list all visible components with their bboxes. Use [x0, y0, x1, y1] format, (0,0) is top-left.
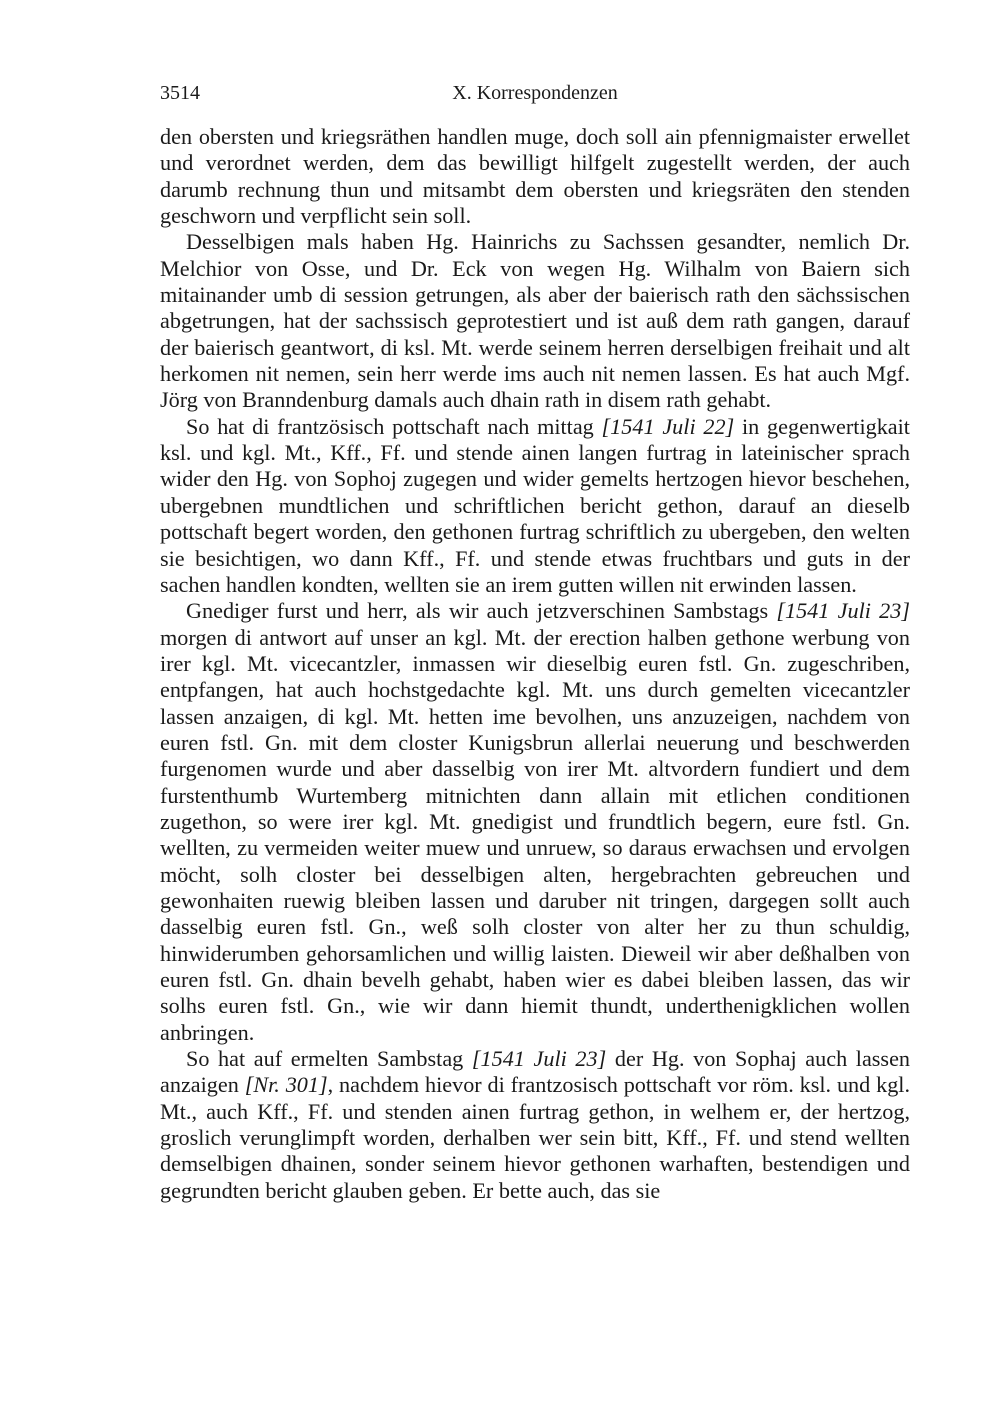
paragraph-2 — [160, 229, 910, 413]
text-segment: morgen di antwort auf unser an kgl. Mt. der erection halben gethone werbung von irer kgl. Mt. vicecantzler, inmassen wir dieselbig euren fstl. Gn. zugeschriben, entpfangen, hat auch hochstgedachte kgl. Mt. uns durch gemelten vicecantzler lassen anzaigen, di kgl. Mt. hetten ime bevolhen, uns anzuzeigen, nachdem von euren fstl. Gn. mit dem closter Kunigsbrun allerlai neuerung und beschwerden furgenomen wurde und aber dasselbig von irer Mt. altvordern fundiert und dem furstenthumb Wurtemberg mitnichten dann allain mit etlichen conditionen zugethon, so were irer kgl. Mt. gnedigist und frundtlich begern, eure fstl. Gn. wellten, zu vermeiden weiter muew und unruew, so daraus erwachsen und ervolgen möcht, solh closter bei desselbigen alten, hergebrachten gebreuchen und gewonhaiten ruewig bleiben lassen und daruber nit tringen, dargegen sollt auch dasselbig euren fstl. Gn., weß solh closter von alter her zu thun schuldig, hinwiderumben gehorsamlichen und willig laisten. Dieweil wir aber deßhalben von euren fstl. Gn. dhain bevelh gehabt, haben wier es dabei bleiben lassen, das wir solhs euren fstl. Gn., wie wir dann hiemit thundt, underthenigklichen wollen anbringen. — [160, 624, 910, 1045]
paragraph-5 — [160, 1046, 910, 1204]
paragraph-3 — [160, 414, 910, 598]
text-segment: , nachdem hievor di frantzosisch pottschaft vor röm. ksl. und kgl. Mt., auch Kff., Ff. und stenden ainen furtrag gethon, in welhem er, der hertzog, groslich verunglimpft worden, derhalben wer sein bitt, Kff., Ff. und stend wellten demselbigen dhainen, sonder seinem hievor gethonen warhaften, bestendigen und gegrundten bericht glauben geben. Er bette auch, das sie — [160, 1072, 910, 1203]
paragraph-4 — [160, 598, 910, 1046]
text-segment: der Hg. von Sophaj auch lassen anzaigen — [160, 1046, 911, 1098]
text-segment: Gnediger furst und herr, als wir auch jetzverschinen Sambstags — [186, 598, 777, 624]
text-segment: in gegenwertigkait ksl. und kgl. Mt., Kff., Ff. und stende ainen langen furtrag in lateinischer sprach wider den Hg. von Sophoj zugegen und wider gemelts hertzogen hievor beschehen, ubergebnen mundtlichen und schriftlichen bericht gethon, darauf an dieselb pottschaft begert worden, den gethonen furtrag schriftlich zu ubergeben, den welten sie besichtigen, wo dann Kff., Ff. und stende etwas fruchtbars und guts in der sachen handlen kondten, wellten sie an irem gutten willen nit erwinden lassen. — [160, 413, 910, 597]
date-reference: [1541 Juli 23] — [471, 1046, 607, 1072]
running-title: X. Korrespondenzen — [452, 82, 618, 104]
date-reference: [1541 Juli 22] — [601, 413, 735, 439]
date-reference: [1541 Juli 23] — [776, 598, 910, 624]
document-reference: [Nr. 301] — [244, 1072, 328, 1098]
paragraph-1 — [160, 124, 910, 229]
body-text — [160, 124, 910, 1204]
text-segment: den obersten und kriegsräthen handlen muge, doch soll ain pfennigmaister erwellet und verordnet werden, dem das bewilligt hilfgelt zugestellt werden, der auch darumb rechnung thun und mitsambt dem obersten und kriegsräten den stenden geschworn und verpflicht sein soll. — [160, 124, 910, 229]
page-number: 3514 — [160, 82, 200, 104]
text-segment: Desselbigen mals haben Hg. Hainrichs zu Sachssen gesandter, nemlich Dr. Melchior von Osse, und Dr. Eck von wegen Hg. Wilhalm von Baiern sich mitainander umb di session getrungen, als aber der baierisch rath den sächssischen abgetrungen, hat der sachssisch geprotestiert und ist auß dem rath gangen, darauf der baierisch geantwort, di ksl. Mt. werde seinem herren derselbigen freihait und alt herkomen nit nemen, sein herr werde ims auch nit nemen lassen. Es hat auch Mgf. Jörg von Branndenburg damals auch dhain rath in disem rath gehabt. — [160, 229, 910, 413]
page-header — [160, 78, 910, 108]
text-segment: So hat di frantzösisch pottschaft nach mittag — [186, 413, 602, 439]
text-segment: So hat auf ermelten Sambstag — [186, 1046, 472, 1072]
